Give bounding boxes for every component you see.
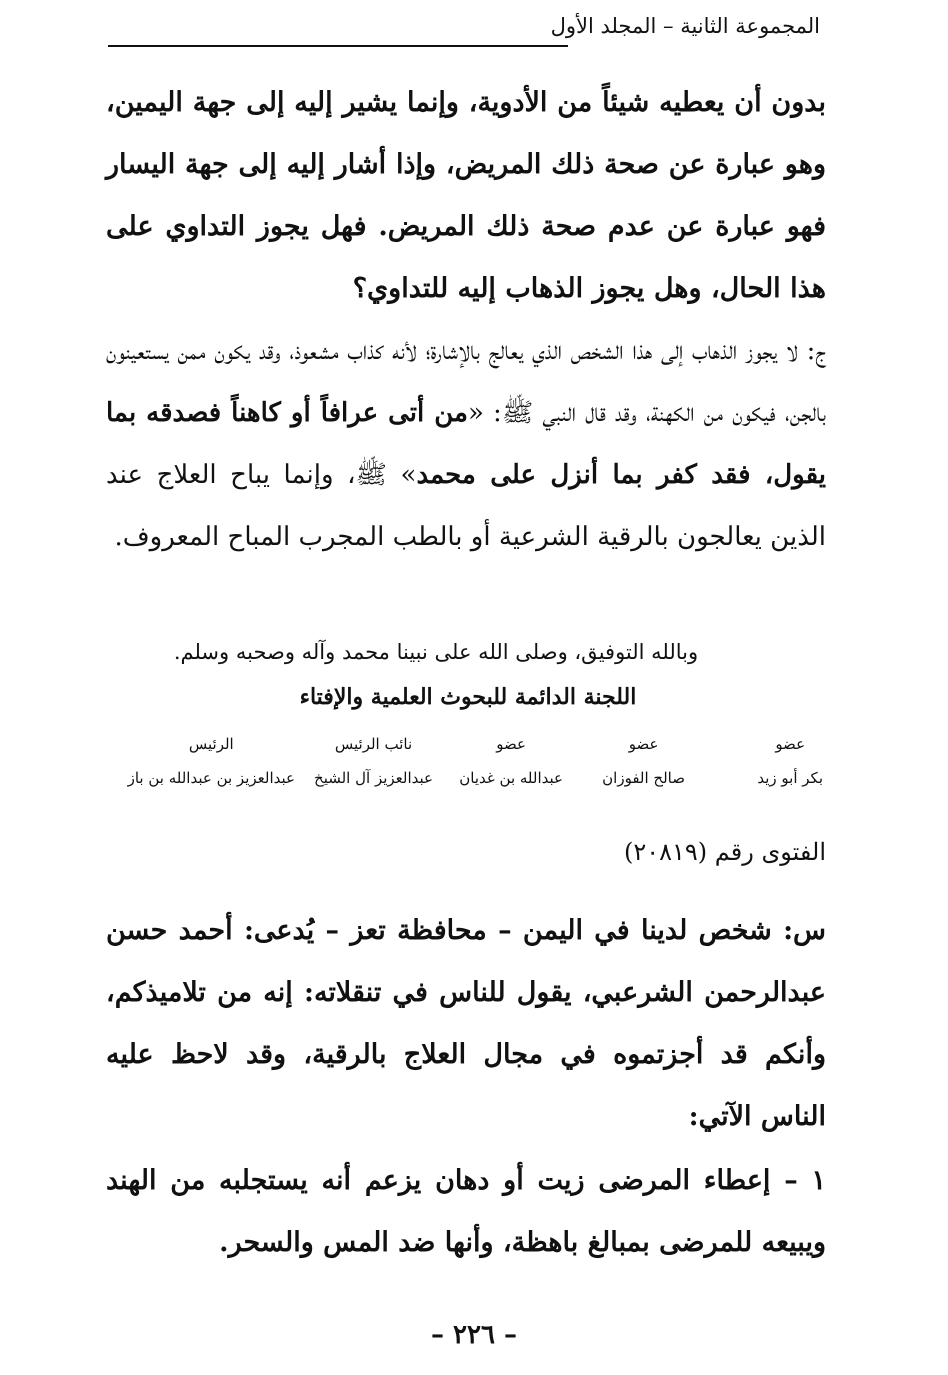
member-name: صالح الفوزان — [602, 769, 685, 787]
member-1 — [757, 734, 823, 788]
fatwa-number: الفتوى رقم (٢٠٨١٩) — [623, 838, 826, 866]
member-role: عضو — [496, 735, 526, 753]
member-role: الرئيس — [188, 735, 234, 753]
hadith-quote: من أتى عرافاً أو كاهناً فصدقه بما يقول، فقد كفر بما أنزل على محمد — [106, 398, 826, 490]
closing-line: وبالله التوفيق، وصلى الله على نبينا محمد وآله وصحبه وسلم. — [173, 640, 699, 664]
member-role: عضو — [775, 735, 806, 753]
answer-text-start: ج: لا يجوز الذهاب إلى هذا الشخص الذي يعالج بالإشارة؛ لأنه كذاب مشعوذ، وقد يكون ممن يستعينون بالجن، فيكون من الكهنة، وقد قال النبي ﷺ: « — [106, 336, 826, 428]
member-2 — [602, 734, 685, 788]
answer-paragraph — [106, 320, 826, 568]
member-4 — [314, 734, 433, 788]
header-rule — [108, 45, 568, 47]
question-paragraph: بدون أن يعطيه شيئاً من الأدوية، وإنما يشير إليه إلى جهة اليمين، وهو عبارة عن صحة ذلك المريض، وإذا أشار إليه إلى جهة اليسار فهو عبارة عن عدم صحة ذلك المريض. فهل يجوز التداوي على هذا الحال، وهل يجوز الذهاب إليه للتداوي؟ — [106, 87, 826, 304]
numbered-item-1: ١ – إعطاء المرضى زيت أو دهان يزعم أنه يستجلبه من الهند ويبيعه للمرضى بمبالغ باهظة، وأنها ضد المس والسحر. — [106, 1165, 826, 1258]
member-name: عبدالعزيز آل الشيخ — [314, 769, 433, 787]
member-role: عضو — [628, 735, 659, 753]
member-5 — [128, 734, 295, 788]
committee-title: اللجنة الدائمة للبحوث العلمية والإفتاء — [299, 684, 637, 710]
running-header: المجموعة الثانية – المجلد الأول — [550, 14, 820, 38]
question-2-paragraph: س: شخص لدينا في اليمن – محافظة تعز – يُدعى: أحمد حسن عبدالرحمن الشرعبي، يقول للناس في تنقلاته: إنه من تلاميذكم، وأنكم قد أجزتموه في مجال العلاج بالرقية، وقد لاحظ عليه الناس الآتي: — [106, 915, 826, 1132]
member-name: عبدالعزيز بن عبدالله بن باز — [127, 769, 295, 787]
member-3 — [459, 734, 563, 788]
member-name: عبدالله بن غديان — [459, 769, 563, 787]
page-number: – ٢٢٦ – — [430, 1320, 518, 1350]
member-name: بكر أبو زيد — [757, 769, 823, 787]
answer-text-end: » ﷺ، وإنما يباح العلاج عند الذين يعالجون بالرقية الشرعية أو بالطب المجرب المباح المعروف. — [106, 460, 826, 552]
member-role: نائب الرئيس — [334, 735, 413, 753]
